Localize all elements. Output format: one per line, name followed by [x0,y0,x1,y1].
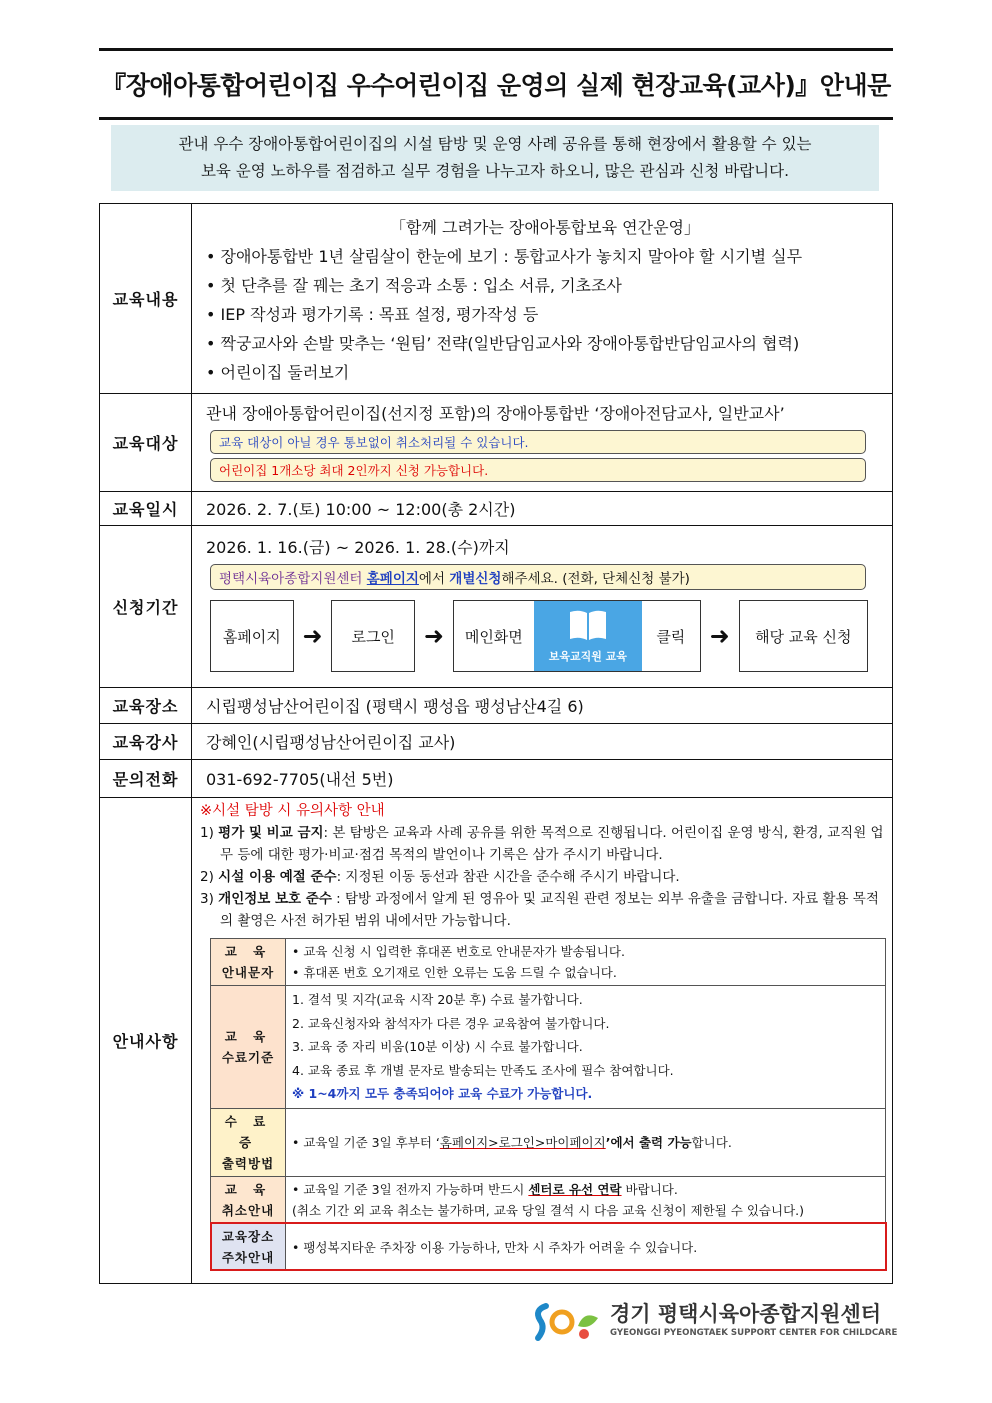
row-lecturer [100,724,893,760]
row-notice [100,798,893,1284]
guide-certificate-cell [286,1108,886,1176]
content-item: • 장애아통합반 1년 살림살이 한눈에 보기 : 통합교사가 놓치지 말아야 할 시기별 실무 [206,246,803,266]
step-apply-course: 해당 교육 신청 [739,600,868,672]
footer-logo [532,1298,898,1346]
completion-rule-2: 2. 교육신청자와 참석자가 다른 경우 교육참여 불가합니다. [292,1015,610,1031]
guide-row-cancel [211,1176,886,1223]
center-logo-icon [532,1300,606,1344]
step-main: 메인화면 [464,627,523,646]
guide-label-completion [211,986,286,1109]
guide-label-completion-1: 교 육 [224,1028,272,1044]
content-item: • 첫 단추를 잘 꿰는 초기 적응과 소통 : 입소 서류, 기초조사 [206,275,622,295]
label-lecturer: 교육강사 [100,724,192,760]
guide-label-certificate-1: 수 료 증 [224,1113,272,1150]
label-phone: 문의전화 [100,760,192,798]
notice-item-1-num: 1) [200,825,219,841]
content-item: • 어린이집 둘러보기 [206,362,350,382]
info-table [99,203,893,1284]
content-cell [192,204,893,394]
intro-line-1: 관내 우수 장애아통합어린이집의 시설 탐방 및 운영 사례 공유를 통해 현장에서 활용할 수 있는 [178,135,812,153]
certificate-path: 홈페이지>로그인>마이페이지 [439,1135,606,1150]
step-login: 로그인 [331,600,415,672]
guide-label-certificate [211,1108,286,1176]
intro-box [111,125,879,191]
parking-text: • 팽성복지타운 주차장 이용 가능하나, 만차 시 주차가 어려울 수 있습니다. [286,1223,886,1270]
footer-org-name: 경기 평택시육아종합지원센터 [610,1302,882,1326]
target-note-1: 교육 대상이 아닐 경우 통보없이 취소처리될 수 있습니다. [210,430,866,454]
apply-cell [192,526,893,688]
label-apply: 신청기간 [100,526,192,688]
guide-label-sms [211,939,286,986]
guide-sms-cell [286,939,886,986]
step-click: 클릭 [656,627,686,646]
notice-cell [192,798,893,1284]
icon-label: 보육교직원 교육 [548,650,627,663]
phone-text: 031-692-7705(내선 5번) [192,760,893,798]
apply-note-text: 에서 [418,571,450,587]
label-content: 교육내용 [100,204,192,394]
cancel-text-c: 바랍니다. [621,1181,678,1197]
intro-line-2: 보육 운영 노하우를 점검하고 실무 경험을 나누고자 하오니, 많은 관심과 신청 바랍니다. [200,162,790,180]
content-heading: 「함께 그려가는 장애아통합보육 연간운영」 [389,217,700,237]
guide-cancel-cell [286,1176,886,1223]
notice-item-2-num: 2) [200,869,219,885]
completion-rule-1: 1. 결석 및 지각(교육 시작 20분 후) 수료 불가합니다. [292,992,583,1007]
guide-sms-line: • 교육 신청 시 입력한 휴대폰 번호로 안내문자가 발송됩니다. [292,944,625,959]
guide-row-certificate [211,1108,886,1176]
guide-label-sms-1: 교 육 [224,944,272,959]
row-apply [100,526,893,688]
apply-period: 2026. 1. 16.(금) ~ 2026. 1. 28.(수)까지 [206,538,510,557]
notice-item-3-num: 3) [200,891,219,907]
content-item: • 짝궁교사와 손발 맞추는 ‘원팀’ 전략(일반담임교사와 장애아통합반담임교사의 협력) [206,333,800,353]
guide-label-cancel-1: 교 육 [224,1181,272,1197]
label-target: 교육대상 [100,394,192,492]
cancel-line-2: (취소 기간 외 교육 취소는 불가하며, 교육 당일 결석 시 다음 교육 신청이 제한될 수 있습니다.) [292,1202,805,1218]
row-content [100,204,893,394]
teacher-education-icon [534,601,642,671]
notice-item-3-title: 개인정보 보호 준수 [218,891,332,907]
notice-item-1-text: : 본 탐방은 교육과 사례 공유를 위한 목적으로 진행됩니다. 어린이집 운영 방식, 환경, 교직원 업무 등에 대한 평가·비교·점검 목적의 발언이나 기록은 삼가 주시기 바랍니다. [220,825,884,863]
footer-org-english: GYEONGGI PYEONGTAEK SUPPORT CENTER FOR CHILDCARE [610,1328,898,1338]
completion-rule-4: 4. 교육 종료 후 개별 문자로 발송되는 만족도 조사에 필수 참여합니다. [292,1062,674,1078]
guide-table [210,938,886,1271]
notice-item-1 [200,822,886,866]
label-place: 교육장소 [100,688,192,724]
place-text: 시립팽성남산어린이집 (평택시 팽성읍 팽성남산4길 6) [192,688,893,724]
guide-label-parking [211,1223,286,1270]
guide-completion-cell [286,986,886,1109]
guide-row-parking [211,1223,886,1270]
guide-label-cancel [211,1176,286,1223]
cancel-text-a: • 교육일 기준 3일 전까지 가능하며 반드시 [292,1181,529,1197]
target-note-2: 어린이집 1개소당 최대 2인까지 신청 가능합니다. [210,458,866,482]
notice-heading: ※시설 탐방 시 유의사항 안내 [200,803,385,819]
guide-label-sms-2: 안내문자 [221,965,275,980]
apply-note-homepage: 홈페이지 [366,571,419,587]
certificate-text-a: • 교육일 기준 3일 후부터 ‘ [292,1135,440,1150]
notice-item-1-title: 평가 및 비교 금지 [218,825,324,841]
arrow-right-icon: ➜ [423,622,444,650]
certificate-text-d: 합니다. [691,1135,732,1150]
completion-rule-3: 3. 교육 중 자리 비움(10분 이상) 시 수료 불가합니다. [292,1039,583,1054]
notice-item-2-text: : 지정된 이동 동선과 참관 시간을 준수해 주시기 바랍니다. [336,869,680,885]
guide-row-completion [211,986,886,1109]
notice-item-2-title: 시설 이용 예절 준수 [218,869,337,885]
row-place [100,688,893,724]
apply-note-tail: 해주세요. (전화, 단체신청 불가) [501,571,690,587]
apply-note [210,564,866,590]
guide-label-parking-2: 주차안내 [221,1249,275,1265]
page-title: 『장애아통합어린이집 우수어린이집 운영의 실제 현장교육(교사)』안내문 [99,48,893,120]
step-main-click [453,600,701,672]
row-phone [100,760,893,798]
guide-row-sms [211,939,886,986]
guide-label-cancel-2: 취소안내 [221,1202,275,1218]
apply-note-individual: 개별신청 [449,571,502,587]
notice-item-3 [200,888,886,932]
label-datetime: 교육일시 [100,492,192,526]
guide-label-completion-2: 수료기준 [221,1049,275,1065]
label-notice: 안내사항 [100,798,192,1284]
target-cell [192,394,893,492]
notice-item-2 [200,866,886,888]
completion-rule-note: ※ 1~4까지 모두 충족되어야 교육 수료가 가능합니다. [292,1086,593,1101]
certificate-text-c: ’에서 출력 가능 [605,1135,692,1150]
row-datetime [100,492,893,526]
row-target [100,394,893,492]
arrow-right-icon: ➜ [302,622,323,650]
guide-label-parking-1: 교육장소 [221,1228,275,1244]
cancel-line-1 [292,1179,879,1200]
content-item: • IEP 작성과 평가기록 : 목표 설정, 평가작성 등 [206,304,539,324]
book-icon [567,608,609,642]
notice-item-3-text: : 탐방 과정에서 알게 된 영유아 및 교직원 관련 정보는 외부 유출을 금합니다. 자료 활용 목적의 촬영은 사전 허가된 범위 내에서만 가능합니다. [220,891,879,929]
cancel-contact: 센터로 유선 연락 [528,1181,622,1197]
datetime-text: 2026. 2. 7.(토) 10:00 ~ 12:00(총 2시간) [192,492,893,526]
step-homepage: 홈페이지 [210,600,294,672]
target-text: 관내 장애아통합어린이집(선지정 포함)의 장애아통합반 ‘장애아전담교사, 일반교사’ [206,404,785,423]
guide-label-certificate-2: 출력방법 [221,1155,275,1171]
guide-sms-line: • 휴대폰 번호 오기재로 인한 오류는 도움 드릴 수 없습니다. [292,965,617,980]
apply-flow [210,600,868,672]
lecturer-text: 강혜인(시립팽성남산어린이집 교사) [192,724,893,760]
arrow-right-icon: ➜ [709,622,730,650]
apply-note-center: 평택시육아종합지원센터 [219,571,367,587]
